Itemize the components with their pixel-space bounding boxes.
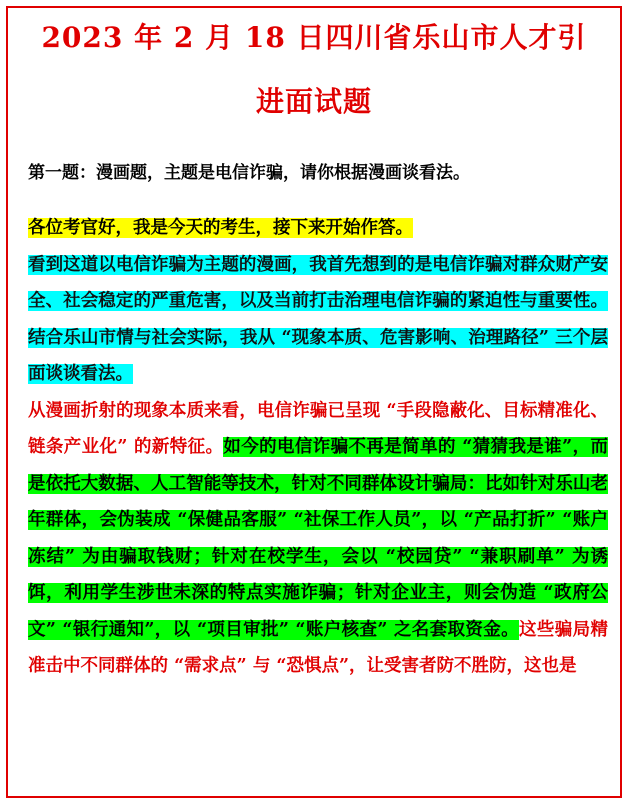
opening-paragraph <box>28 210 608 247</box>
point1-continuation-text: 这些骗局精准击中不同群体的 “需求点” 与 “恐惧点”，让受害者防不胜防，这也是 <box>28 619 608 676</box>
document-page <box>6 6 622 798</box>
point1-paragraph <box>28 393 608 685</box>
title-line-2: 进面试题 <box>255 85 372 118</box>
point1-heading-text: 从漫画折射的现象本质来看，电信诈骗已呈现 “手段隐蔽化、目标精准化、链条产业化” 的新特征。 <box>28 400 608 457</box>
title-line-1: 2023 年 2 月 18 日四川省乐山市人才引 <box>41 21 587 54</box>
opening-text: 各位考官好，我是今天的考生，接下来开始作答。 <box>28 218 413 238</box>
intro-text: 看到这道以电信诈骗为主题的漫画，我首先想到的是电信诈骗对群众财产安全、社会稳定的严重危害，以及当前打击治理电信诈骗的紧迫性与重要性。结合乐山市情与社会实际，我从 “现象本质、危害影响、治理路径” 三个层面谈谈看法。 <box>28 254 608 384</box>
point1-detail-text: 如今的电信诈骗不再是简单的 “猜猜我是谁”，而是依托大数据、人工智能等技术，针对不同群体设计骗局：比如针对乐山老年群体，会伪装成 “保健品客服” “社保工作人员”，以 “产品打折” “账户冻结” 为由骗取钱财；针对在校学生，会以 “校园贷” “兼职刷单” 为诱饵，利用学生涉世未深的特点实施诈骗；针对企业主，则会伪造 “政府公文” “银行通知”，以 “项目审批” “账户核查” 之名套取资金。 <box>28 437 608 640</box>
question-prompt: 第一题：漫画题，主题是电信诈骗，请你根据漫画谈看法。 <box>28 163 470 183</box>
answer-body <box>28 210 608 685</box>
intro-paragraph <box>28 247 608 393</box>
